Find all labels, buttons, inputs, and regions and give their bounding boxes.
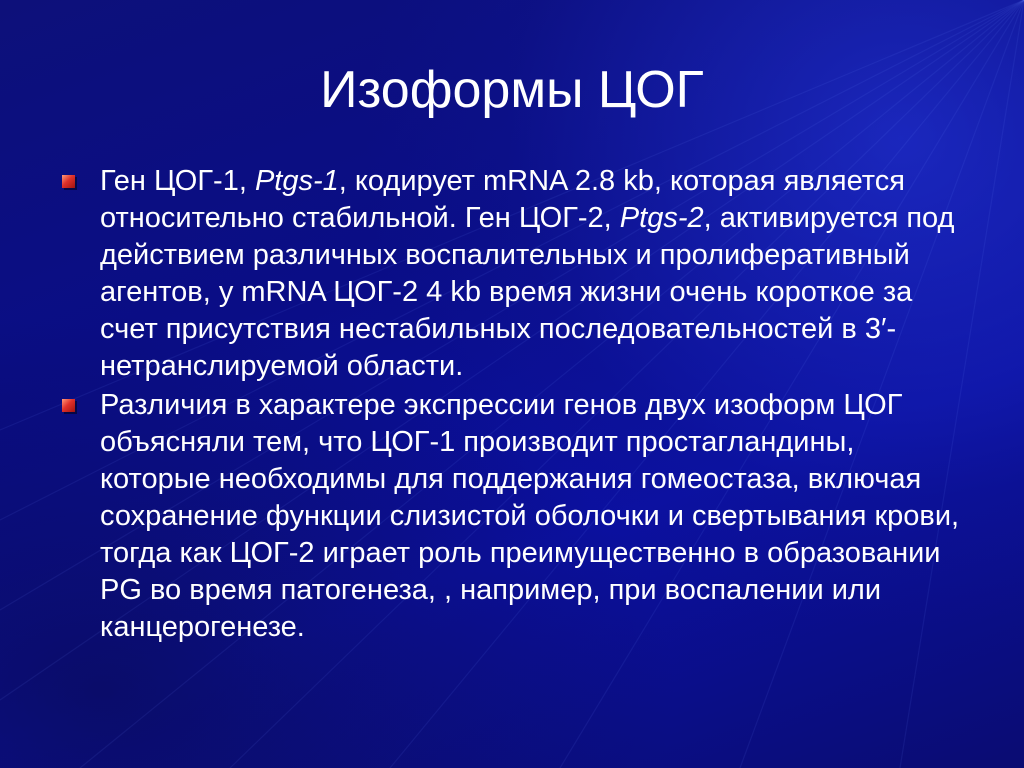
bullet-text: Ген ЦОГ-1, Ptgs-1, кодирует mRNA 2.8 kb, которая является относительно стабильной. Ген ЦОГ-2, Ptgs-2, активируется под действием различных воспалительных и пролиферативный агентов, у mRNA ЦОГ-2 4 kb время жизни очень короткое за счет присутствия нестабильных последовательностей в 3′-нетранслируемой области. (100, 165, 955, 382)
bullet-text: Различия в характере экспрессии генов двух изоформ ЦОГ объясняли тем, что ЦОГ-1 производит простагландины, которые необходимы для поддержания гомеостаза, включая сохранение функции слизистой оболочки и свертывания крови, тогда как ЦОГ-2 играет роль преимущественно в образовании PG во время патогенеза, , например, при воспалении или канцерогенезе. (100, 389, 960, 643)
bullet-item (62, 387, 962, 646)
red-square-bullet-icon (62, 175, 75, 188)
red-square-bullet-icon (62, 399, 75, 412)
bullet-list (62, 163, 962, 648)
bullet-item (62, 163, 962, 385)
slide-title: Изоформы ЦОГ (320, 61, 704, 119)
